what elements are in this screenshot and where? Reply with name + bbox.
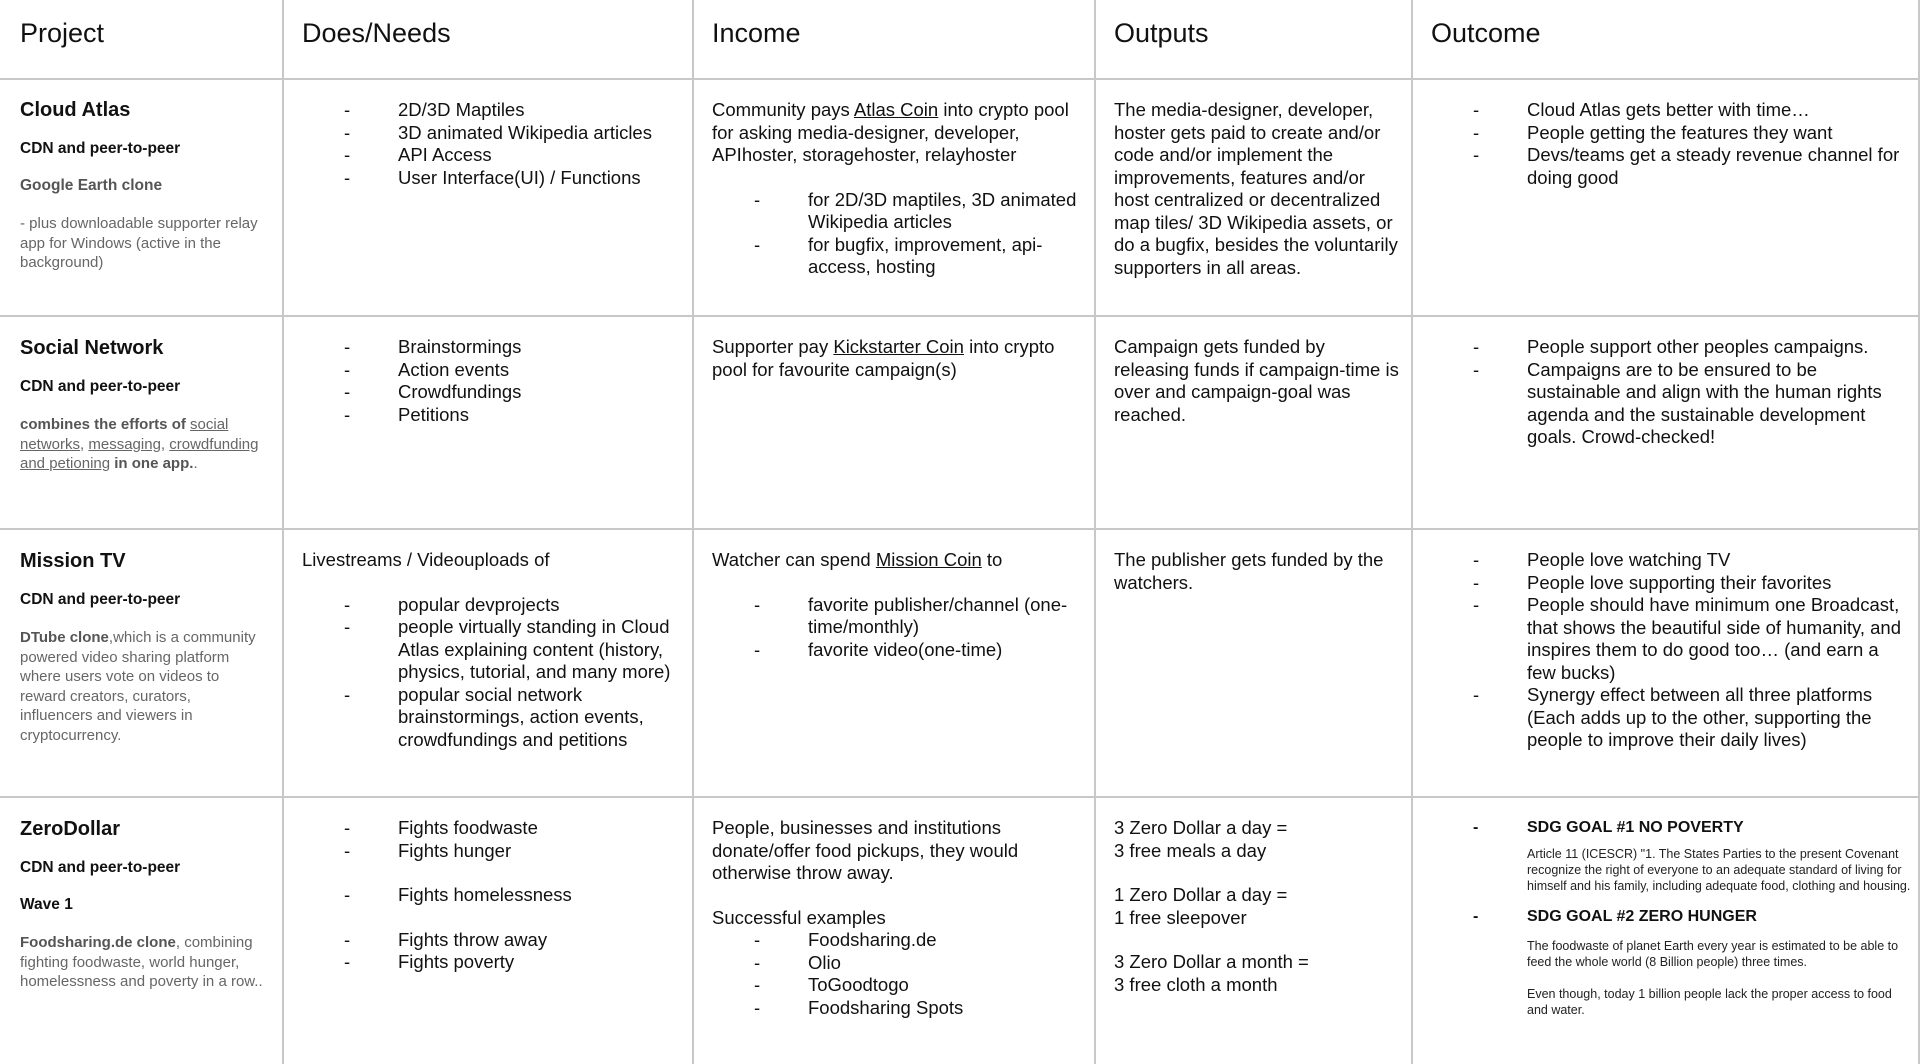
outputs-cell: The media-designer, developer, hoster gets paid to create and/or code and/or implement the improvements, features and/or host centralized or decentralized map tiles/ 3D Wikipedia assets, or do a bugfix, besides the voluntarily supporters in all areas. [1114,99,1398,278]
income-text: Watcher can spend Mission Coin to [712,549,1003,570]
does-needs-cell [302,99,687,189]
examples-list [712,929,1087,1019]
list-item: - Foodsharing Spots [712,997,1087,1020]
project-description: - plus downloadable supporter relay app for Windows (active in the background) [20,215,258,271]
list-item: - favorite video(one-time) [712,639,1087,662]
list-item: - People love supporting their favorites [1431,572,1906,595]
project-description: DTube clone,which is a community powered video sharing platform where users vote on videos to reward creators, curators, influencers and viewers in cryptocurrency. [20,629,256,744]
project-subtitle: CDN and peer-to-peer [20,378,181,395]
row-divider [0,796,1920,798]
header-outputs: Outputs [1114,18,1209,48]
project-cell [20,818,265,992]
link-petioning[interactable]: petioning [49,455,111,472]
link-social-networks[interactable]: social networks [20,416,229,453]
does-list [302,817,687,862]
row-divider [0,315,1920,317]
income-text: Supporter pay Kickstarter Coin into crypto pool for favourite campaign(s) [712,336,1055,380]
column-divider [1094,0,1096,1064]
list-item: - Campaigns are to be ensured to be sustainable and align with the human rights agenda and the sustainable development goals. Crowd-checked! [1431,359,1906,449]
list-item: - Olio [712,952,1087,975]
list-item: - User Interface(UI) / Functions [302,167,687,190]
link-crowdfunding[interactable]: crowdfunding [169,435,259,453]
project-description: combines the efforts of social networks, messaging, crowdfunding and petioning in one app.. [20,416,259,472]
sdg-goal-2-text: The foodwaste of planet Earth every year is estimated to be able to feed the whole world (8 Billion people) three times. [1527,939,1899,969]
list-item: - Fights throw away [302,929,687,952]
list-item: - Cloud Atlas gets better with time… [1431,99,1906,122]
sdg-goal-1: - SDG GOAL #1 NO POVERTY [1431,819,1911,837]
coin-link[interactable]: Mission Coin [875,549,982,570]
does-list [302,99,687,189]
output-line: 3 Zero Dollar a day = [1114,817,1288,838]
sdg-goal-1-text: Article 11 (ICESCR) "1. The States Parties to the present Covenant recognize the right of everyone to an adequate standard of living for himself and his family, including adequate food, clothing and housing. [1527,847,1911,893]
header-income: Income [712,18,801,48]
project-cell [20,337,260,474]
list-item: - Crowdfundings [302,381,687,404]
outcome-cell [1431,549,1906,752]
list-item: - Foodsharing.de [712,929,1087,952]
project-title: Cloud Atlas [20,99,131,121]
list-item: - favorite publisher/channel (one-time/monthly) [712,594,1087,639]
list-item: - Fights homelessness [302,884,687,907]
outcome-list [1431,336,1906,449]
does-list [302,594,687,752]
column-divider [692,0,694,1064]
outputs-cell: Campaign gets funded by releasing funds if campaign-time is over and campaign-goal was reached. [1114,336,1399,425]
does-needs-cell [302,336,687,426]
outcome-list [1431,549,1906,752]
income-cell [712,336,1087,381]
list-item: - for bugfix, improvement, api-access, hosting [712,234,1087,279]
list-item: - Synergy effect between all three platforms (Each adds up to the other, supporting the people to improve their daily lives) [1431,684,1906,752]
project-title: Mission TV [20,550,126,572]
list-item: - People love watching TV [1431,549,1906,572]
project-subtitle: CDN and peer-to-peer [20,859,181,876]
does-list [302,336,687,426]
list-item: - popular devprojects [302,594,687,617]
project-clone: Google Earth clone [20,177,163,194]
column-divider [282,0,284,1064]
output-line: 1 Zero Dollar a day = [1114,884,1288,905]
output-line: 1 free sleepover [1114,906,1247,928]
outcome-list [1431,99,1906,189]
header-does-needs: Does/Needs [302,18,451,48]
list-item: - Action events [302,359,687,382]
income-list [712,189,1087,279]
outputs-cell: The publisher gets funded by the watchers. [1114,549,1384,593]
project-cell [20,99,260,273]
column-divider [1411,0,1413,1064]
does-needs-cell [302,817,687,974]
project-title: Social Network [20,337,164,359]
list-item: - popular social network brainstormings, action events, crowdfundings and petitions [302,684,687,752]
income-text: People, businesses and institutions donate/offer food pickups, they would otherwise throw away. [712,817,1019,883]
project-wave: Wave 1 [20,896,73,913]
outcome-cell [1431,336,1906,449]
list-item: - people virtually standing in Cloud Atlas explaining content (history, physics, tutorial, and many more) [302,616,687,684]
project-description: Foodsharing.de clone, combining fighting foodwaste, world hunger, homelessness and poverty in a row.. [20,934,263,990]
list-item: - ToGoodtogo [712,974,1087,997]
sdg-goal-2-text: Even though, today 1 billion people lack the proper access to food and water. [1527,987,1892,1017]
list-item: - 2D/3D Maptiles [302,99,687,122]
project-subtitle: CDN and peer-to-peer [20,591,181,608]
link-messaging[interactable]: messaging [88,435,161,453]
output-line: 3 Zero Dollar a month = [1114,951,1309,972]
does-intro: Livestreams / Videouploads of [302,549,550,570]
output-line: 3 free meals a day [1114,839,1267,861]
income-cell [712,817,1087,1019]
outcome-cell [1431,819,1911,1018]
list-item: - API Access [302,144,687,167]
project-cell [20,550,265,745]
list-item: - People should have minimum one Broadcast, that shows the beautiful side of humanity, and inspires them to do good too… (and earn a few bucks) [1431,594,1906,684]
list-item: - Petitions [302,404,687,427]
row-divider [0,528,1920,530]
list-item: - for 2D/3D maptiles, 3D animated Wikipedia articles [712,189,1087,234]
list-item: - Devs/teams get a steady revenue channel for doing good [1431,144,1906,189]
outputs-cell [1114,817,1404,996]
project-title: ZeroDollar [20,818,121,840]
list-item: - Brainstormings [302,336,687,359]
list-item: - People getting the features they want [1431,122,1906,145]
coin-link[interactable]: Kickstarter Coin [833,336,964,357]
outcome-cell [1431,99,1906,189]
coin-link[interactable]: Atlas Coin [853,99,939,120]
does-needs-cell [302,549,687,751]
list-item: - Fights hunger [302,840,687,863]
list-item: - Fights foodwaste [302,817,687,840]
income-list [712,594,1087,662]
examples-label: Successful examples [712,906,886,928]
header-project: Project [20,18,105,48]
income-cell [712,549,1087,661]
output-line: 3 free cloth a month [1114,973,1278,995]
list-item: - 3D animated Wikipedia articles [302,122,687,145]
income-cell [712,99,1087,279]
project-subtitle: CDN and peer-to-peer [20,140,181,157]
sdg-goal-2: - SDG GOAL #2 ZERO HUNGER [1431,908,1911,926]
income-text: Community pays Atlas Coin into crypto pool for asking media-designer, developer, APIhoster, storagehoster, relayhoster [712,99,1069,165]
header-outcome: Outcome [1431,18,1541,48]
row-divider [0,78,1920,80]
list-item: - People support other peoples campaigns. [1431,336,1906,359]
list-item: - Fights poverty [302,951,687,974]
